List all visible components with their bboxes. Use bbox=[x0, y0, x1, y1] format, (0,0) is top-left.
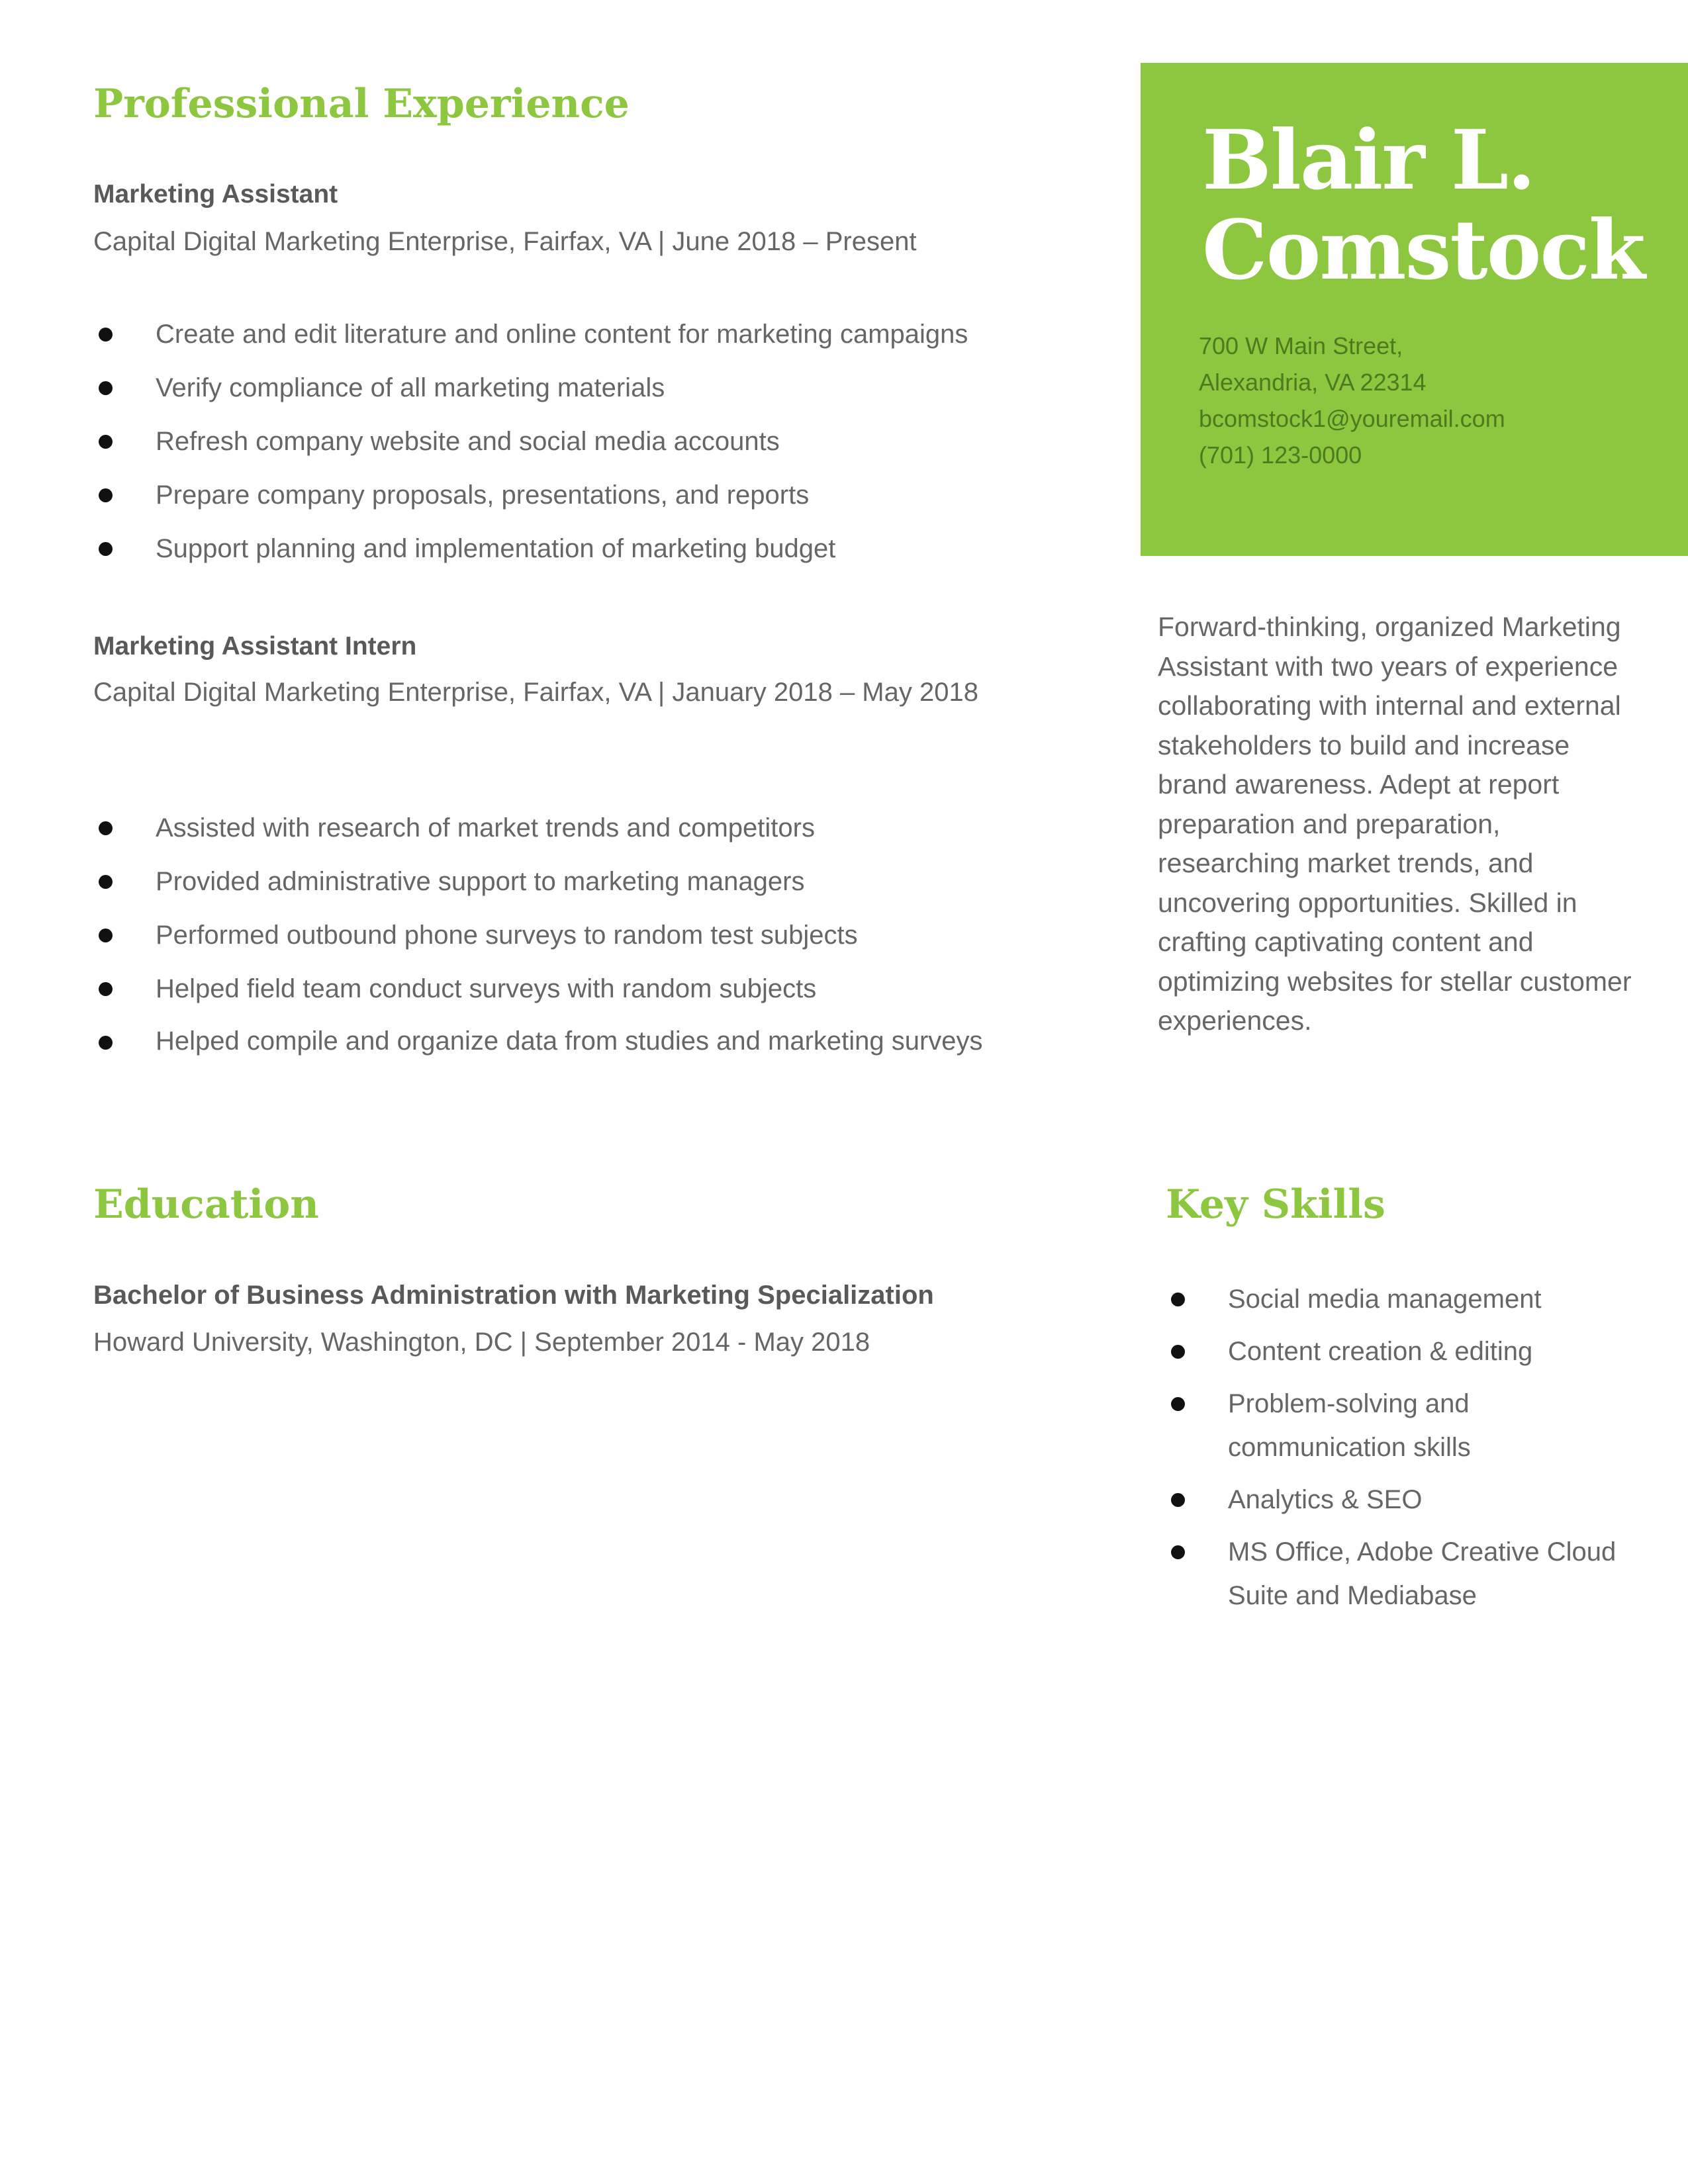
list-item: MS Office, Adobe Creative Cloud Suite and Mediabase bbox=[1166, 1530, 1629, 1617]
bullet-icon bbox=[1171, 1397, 1185, 1411]
name-header-box bbox=[1141, 63, 1688, 556]
list-item: Analytics & SEO bbox=[1166, 1478, 1629, 1522]
skills-list bbox=[1166, 1277, 1629, 1626]
list-item: Problem-solving and communication skills bbox=[1166, 1382, 1629, 1469]
education-heading: Education bbox=[93, 1181, 319, 1228]
bullet-icon bbox=[99, 821, 113, 835]
job-title: Marketing Assistant bbox=[93, 180, 338, 208]
bullet-icon bbox=[99, 542, 113, 556]
job-employer-dates: Capital Digital Marketing Enterprise, Fairfax, VA | January 2018 – May 2018 bbox=[93, 678, 978, 707]
bullet-icon bbox=[99, 875, 113, 889]
bullet-icon bbox=[99, 1036, 113, 1050]
professional-experience-heading: Professional Experience bbox=[93, 81, 630, 127]
job-duties-list bbox=[93, 312, 1073, 580]
list-item: Create and edit literature and online content for marketing campaigns bbox=[93, 312, 1073, 357]
list-item: Performed outbound phone surveys to random test subjects bbox=[93, 913, 1073, 958]
job-employer-dates: Capital Digital Marketing Enterprise, Fairfax, VA | June 2018 – Present bbox=[93, 227, 917, 256]
list-item: Assisted with research of market trends and competitors bbox=[93, 805, 1073, 850]
address-line: 700 W Main Street, bbox=[1199, 332, 1403, 359]
list-item: Refresh company website and social media accounts bbox=[93, 419, 1073, 464]
list-item: Content creation & editing bbox=[1166, 1330, 1629, 1373]
bullet-icon bbox=[1171, 1345, 1185, 1359]
bullet-icon bbox=[99, 328, 113, 341]
job-duties-list bbox=[93, 805, 1073, 1071]
professional-summary: Forward-thinking, organized Marketing Assistant with two years of experience collaborating with internal and external stakeholders to build and increase brand awareness. Adept at report preparation and preparation, researching market trends, and uncovering opportunities. Skilled in crafting captivating content and optimizing websites for stellar customer experiences. bbox=[1158, 612, 1632, 1036]
address-line: Alexandria, VA 22314 bbox=[1199, 369, 1427, 396]
key-skills-heading: Key Skills bbox=[1166, 1181, 1385, 1228]
school-dates: Howard University, Washington, DC | September 2014 - May 2018 bbox=[93, 1328, 870, 1357]
list-item: Social media management bbox=[1166, 1277, 1629, 1321]
bullet-icon bbox=[99, 435, 113, 449]
list-item: Support planning and implementation of marketing budget bbox=[93, 526, 1073, 571]
list-item: Verify compliance of all marketing materials bbox=[93, 365, 1073, 410]
bullet-icon bbox=[99, 982, 113, 996]
list-item: Helped field team conduct surveys with random subjects bbox=[93, 966, 1073, 1011]
candidate-name: Blair L. Comstock bbox=[1202, 113, 1644, 298]
bullet-icon bbox=[99, 381, 113, 395]
list-item: Provided administrative support to marketing managers bbox=[93, 859, 1073, 904]
job-title: Marketing Assistant Intern bbox=[93, 632, 417, 660]
contact-info bbox=[1199, 328, 1505, 473]
phone-number: (701) 123-0000 bbox=[1199, 441, 1362, 469]
list-item: Helped compile and organize data from studies and marketing surveys bbox=[93, 1020, 1000, 1063]
bullet-icon bbox=[1171, 1493, 1185, 1507]
email-address[interactable]: bcomstock1@youremail.com bbox=[1199, 405, 1505, 432]
bullet-icon bbox=[99, 488, 113, 502]
bullet-icon bbox=[1171, 1545, 1185, 1559]
bullet-icon bbox=[1171, 1293, 1185, 1306]
bullet-icon bbox=[99, 929, 113, 942]
list-item: Prepare company proposals, presentations, and reports bbox=[93, 473, 1073, 518]
degree-title: Bachelor of Business Administration with Marketing Specialization bbox=[93, 1281, 934, 1310]
